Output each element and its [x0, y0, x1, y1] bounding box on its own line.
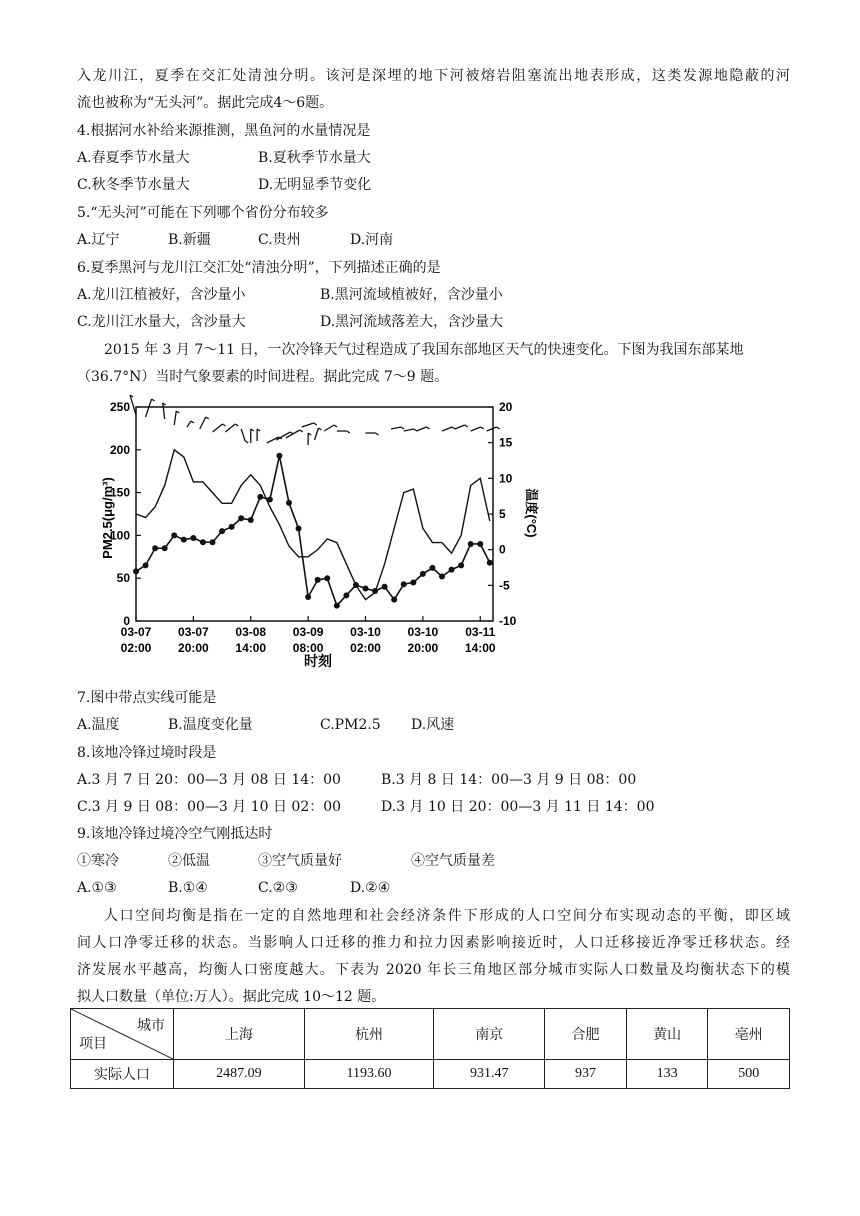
- dotted-series-line: [136, 456, 490, 606]
- dotted-series-point: [449, 567, 455, 573]
- left-tick-label: 50: [116, 571, 130, 586]
- dotted-series-point: [200, 539, 206, 545]
- left-tick-label: 150: [109, 485, 130, 500]
- q7-option-c: C.PM2.5: [320, 717, 381, 733]
- q4-option-b: B.夏秋季节水量大: [258, 150, 371, 166]
- corner-bottom-label: 项目: [79, 1037, 107, 1052]
- dotted-series-point: [363, 585, 369, 591]
- passage2-line-2: （36.7°N）当时气象要素的时间进程。据此完成 7～9 题。: [77, 369, 449, 385]
- wind-barb: [225, 424, 235, 432]
- right-tick-label: -10: [499, 614, 517, 628]
- wind-barb: [146, 399, 152, 417]
- passage3-line-2: 间人口净零迁移的状态。当影响人口迁移的推力和拉力因素影响接近时，人口迁移接近净零迁移状态。经: [77, 935, 790, 951]
- wind-barb-flag: [427, 427, 430, 429]
- table-row: [71, 1060, 790, 1089]
- dotted-series-point: [286, 500, 292, 506]
- y-axis-left-label: PM2.5(μg/m³): [100, 477, 115, 559]
- dotted-series-point: [181, 537, 187, 543]
- table-cell: 2487.09: [174, 1060, 305, 1089]
- wind-barb: [417, 427, 427, 431]
- passage3-line-3: 济发展水平越高，均衡人口密度越大。下表为 2020 年长三角地区部分城市实际人口数量及均衡状态下的模: [77, 962, 790, 978]
- x-tick-date: 03-07: [120, 625, 152, 639]
- wind-barb: [213, 424, 223, 432]
- q5-option-a: A.辽宁: [77, 232, 120, 248]
- dotted-series-point: [133, 568, 139, 574]
- q6-option-d: D.黑河流域落差大，含沙量大: [320, 314, 504, 330]
- dotted-series-point: [219, 528, 225, 534]
- q6-option-b: B.黑河流域植被好，含沙量小: [320, 287, 503, 303]
- right-tick-label: 10: [499, 471, 513, 486]
- q8-option-a: A.3 月 7 日 20：00—3 月 08 日 14：00: [77, 772, 341, 788]
- left-tick-label: 200: [109, 442, 130, 457]
- wind-barb: [241, 429, 245, 441]
- left-tick-label: 100: [109, 528, 130, 543]
- table-header-cell: 上海: [174, 1009, 305, 1060]
- table-cell: 500: [708, 1060, 790, 1089]
- wind-barb-flag: [376, 433, 379, 435]
- table-corner-cell: [71, 1009, 174, 1060]
- dotted-series-point: [343, 592, 349, 598]
- wind-barb-flag: [300, 430, 303, 432]
- dotted-series-point: [248, 517, 254, 523]
- wind-barb-flag: [401, 427, 404, 429]
- q6-stem: 6.夏季黑河与龙川江交汇处“清浊分明”，下列描述正确的是: [77, 260, 441, 276]
- table-row-label: 实际人口: [71, 1060, 174, 1089]
- x-tick-time: 20:00: [407, 641, 439, 655]
- population-table: [70, 1008, 790, 1089]
- dotted-series-point: [324, 575, 330, 581]
- dotted-series-point: [152, 545, 158, 551]
- q5-option-b: B.新疆: [168, 232, 211, 248]
- table-cell: 931.47: [434, 1060, 545, 1089]
- dotted-series-point: [171, 532, 177, 538]
- q9-item-4: ④空气质量差: [411, 853, 495, 869]
- wind-barb: [404, 429, 414, 431]
- wind-barb: [187, 421, 191, 427]
- table-header-cell: 南京: [434, 1009, 545, 1060]
- dotted-series-point: [276, 453, 282, 459]
- q8-stem: 8.该地冷锋过境时段是: [77, 745, 217, 761]
- wind-barb-flag: [497, 427, 500, 429]
- passage3-line-4: 拟人口数量（单位:万人）。据此完成 10～12 题。: [77, 989, 386, 1005]
- dotted-series-point: [382, 584, 388, 590]
- q6-option-a: A.龙川江植被好，含沙量小: [77, 287, 246, 303]
- dotted-series-point: [410, 579, 416, 585]
- intro-line-2: 流也被称为“无头河”。据此完成4～6题。: [77, 95, 334, 111]
- dotted-series-point: [458, 562, 464, 568]
- table-header-cell: 合肥: [545, 1009, 627, 1060]
- right-tick-label: -5: [499, 578, 510, 593]
- right-tick-label: 15: [499, 435, 513, 450]
- dotted-series-point: [210, 539, 216, 545]
- x-tick-time: 14:00: [235, 641, 267, 655]
- left-tick-label: 250: [109, 400, 130, 414]
- wind-barb-flag: [334, 425, 337, 427]
- x-tick-time: 02:00: [120, 641, 152, 655]
- q5-option-d: D.河南: [350, 232, 394, 248]
- wind-barb-flag: [319, 428, 322, 430]
- q9-option-b: B.①④: [168, 880, 208, 896]
- wind-barb: [324, 425, 334, 431]
- passage2-line-1: 2015 年 3 月 7～11 日，一次冷锋天气过程造成了我国东部地区天气的快速变化。下图为我国东部某地: [104, 342, 744, 358]
- q7-option-b: B.温度变化量: [168, 717, 253, 733]
- wind-barb-flag: [235, 424, 238, 426]
- right-tick-label: 0: [499, 542, 506, 557]
- solid-series-line: [136, 450, 490, 600]
- dotted-series-point: [334, 603, 340, 609]
- wind-barb-flag: [452, 427, 455, 429]
- wind-barb: [442, 427, 452, 431]
- wind-barb: [200, 417, 206, 429]
- wind-barb: [471, 427, 481, 431]
- table-header-row: [71, 1009, 790, 1060]
- wind-barb-flag: [465, 425, 468, 427]
- q7-stem: 7.图中带点实线可能是: [77, 690, 217, 706]
- q8-option-d: D.3 月 10 日 20：00—3 月 11 日 14：00: [381, 799, 655, 815]
- wind-barb-flag: [245, 441, 248, 443]
- series-layer: [133, 450, 493, 609]
- wind-barb: [487, 427, 497, 431]
- table-header-cell: 黄山: [626, 1009, 708, 1060]
- wind-barb: [163, 403, 165, 419]
- x-tick-date: 03-08: [235, 625, 267, 639]
- q9-stem: 9.该地冷锋过境冷空气刚抵达时: [77, 826, 273, 842]
- dotted-series-point: [429, 565, 435, 571]
- dotted-series-point: [420, 571, 426, 577]
- dotted-series-point: [401, 581, 407, 587]
- q9-option-d: D.②④: [350, 880, 391, 896]
- corner-top-label: 城市: [137, 1019, 165, 1034]
- y-axis-right-label: 温度(°C): [524, 488, 539, 538]
- x-tick-time: 08:00: [292, 641, 324, 655]
- q9-option-c: C.②③: [258, 880, 298, 896]
- left-tick-label: 0: [123, 614, 130, 628]
- wind-barb: [315, 428, 319, 440]
- x-axis: [121, 616, 496, 655]
- dotted-series-point: [190, 535, 196, 541]
- x-tick-date: 03-11: [465, 625, 496, 639]
- dotted-series-point: [315, 577, 321, 583]
- q6-option-c: C.龙川江水量大，含沙量大: [77, 314, 246, 330]
- wind-barbs: [130, 395, 500, 445]
- table-cell: 133: [626, 1060, 708, 1089]
- q9-item-1: ①寒冷: [77, 853, 119, 869]
- wind-barb: [130, 395, 136, 415]
- wind-barb-flag: [152, 399, 155, 401]
- table-header-cell: 亳州: [708, 1009, 790, 1060]
- dotted-series-point: [229, 524, 235, 530]
- wind-barb: [455, 425, 465, 429]
- q9-option-a: A.①③: [77, 880, 117, 896]
- q7-option-d: D.风速: [411, 717, 455, 733]
- weather-chart: [0, 395, 860, 685]
- intro-line-1: 入龙川江，夏季在交汇处清浊分明。该河是深埋的地下河被熔岩阻塞流出地表形成，这类发源地隐蔽的河: [77, 68, 790, 84]
- dotted-series-point: [477, 541, 483, 547]
- x-tick-time: 14:00: [464, 641, 496, 655]
- dotted-series-point: [257, 494, 263, 500]
- wind-barb: [174, 411, 176, 425]
- wind-barb-flag: [314, 423, 317, 425]
- wind-barb: [391, 427, 401, 429]
- q4-option-c: C.秋冬季节水量大: [77, 177, 190, 193]
- q4-stem: 4.根据河水补给来源推测，黑鱼河的水量情况是: [77, 123, 371, 139]
- x-tick-date: 03-09: [292, 625, 324, 639]
- dotted-series-point: [487, 560, 493, 566]
- wind-barb-flag: [176, 411, 179, 413]
- dotted-series-point: [143, 562, 149, 568]
- x-axis-label: 时刻: [304, 653, 332, 669]
- dotted-series-point: [238, 515, 244, 521]
- table-cell: 937: [545, 1060, 627, 1089]
- dotted-series-point: [296, 526, 302, 532]
- wind-barb-flag: [206, 417, 209, 419]
- q9-item-2: ②低温: [168, 853, 210, 869]
- q4-option-d: D.无明显季节变化: [258, 177, 372, 193]
- dotted-series-point: [162, 545, 168, 551]
- q4-option-a: A.春夏季节水量大: [77, 150, 190, 166]
- x-tick-time: 02:00: [350, 641, 381, 655]
- wind-barb-flag: [347, 431, 350, 433]
- dotted-series-point: [305, 594, 311, 600]
- q8-option-b: B.3 月 8 日 14：00—3 月 9 日 08：00: [381, 772, 637, 788]
- x-tick-date: 03-10: [350, 625, 381, 639]
- wind-barb-flag: [223, 424, 226, 426]
- dotted-series-point: [468, 541, 474, 547]
- wind-barb-flag: [481, 427, 484, 429]
- x-tick-time: 20:00: [178, 641, 209, 655]
- dotted-series-point: [439, 573, 445, 579]
- q9-item-3: ③空气质量好: [258, 853, 342, 869]
- right-tick-label: 5: [499, 507, 506, 521]
- right-tick-label: 20: [499, 400, 513, 414]
- wind-barb: [302, 423, 314, 427]
- x-tick-date: 03-07: [178, 625, 209, 639]
- x-tick-date: 03-10: [407, 625, 439, 639]
- q7-option-a: A.温度: [77, 717, 120, 733]
- wind-barb-flag: [191, 421, 194, 423]
- dotted-series-point: [391, 597, 397, 603]
- wind-barb-flag: [414, 429, 417, 431]
- passage3-line-1: 人口空间均衡是指在一定的自然地理和社会经济条件下形成的人口空间分布实现动态的平衡，即区域: [104, 908, 790, 924]
- q5-stem: 5.“无头河”可能在下列哪个省份分布较多: [77, 205, 329, 221]
- q5-option-c: C.贵州: [258, 232, 301, 248]
- q8-option-c: C.3 月 9 日 08：00—3 月 10 日 02：00: [77, 799, 342, 815]
- table-cell: 1193.60: [304, 1060, 433, 1089]
- table-header-cell: 杭州: [304, 1009, 433, 1060]
